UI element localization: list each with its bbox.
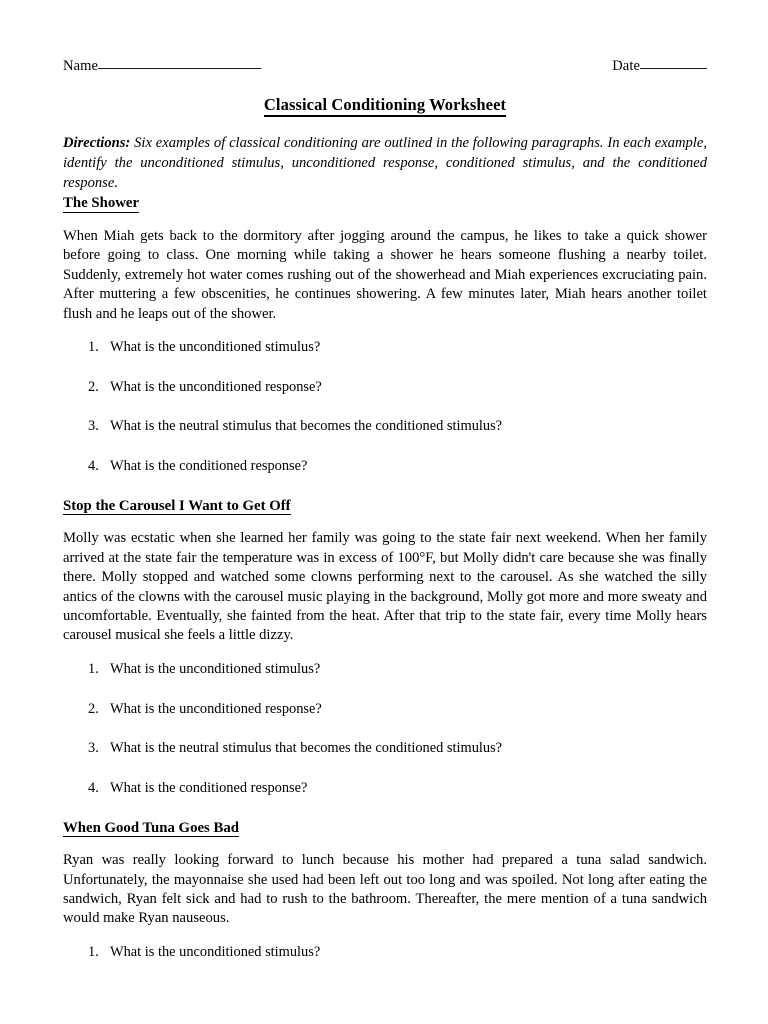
list-item xyxy=(63,943,707,962)
question-text: What is the unconditioned response? xyxy=(110,700,322,717)
question-text: What is the conditioned response? xyxy=(110,458,308,475)
list-item xyxy=(63,378,707,397)
question-number: 1. xyxy=(88,660,99,677)
question-number: 3. xyxy=(88,418,99,435)
date-blank-line[interactable] xyxy=(640,68,707,69)
name-field[interactable] xyxy=(63,58,261,75)
question-number: 1. xyxy=(88,338,99,355)
directions-text: Six examples of classical conditioning are outlined in the following paragraphs. In each example, identify the unconditioned stimulus, unconditioned response, conditioned stimulus, and the conditioned response. xyxy=(63,135,707,192)
question-text: What is the neutral stimulus that becomes the conditioned stimulus? xyxy=(110,740,503,757)
question-text: What is the unconditioned response? xyxy=(110,378,322,395)
directions-label: Directions: xyxy=(63,135,131,151)
section-paragraph-when-good-tuna-goes-bad: Ryan was really looking forward to lunch because his mother had prepared a tuna salad sandwich. Unfortunately, the mayonnaise she used had been left out too long and was spoiled. Not long after eating the sandwich, Ryan felt sick and had to rush to the bathroom. Thereafter, the mere mention of a tuna sandwich would make Ryan nauseous. xyxy=(63,852,707,927)
question-text: What is the unconditioned stimulus? xyxy=(110,660,321,677)
date-field[interactable] xyxy=(612,58,707,75)
section-heading-when-good-tuna-goes-bad xyxy=(63,819,707,839)
question-list-stop-the-carousel xyxy=(63,660,707,798)
section-heading-the-shower xyxy=(63,194,707,214)
section-heading-text: When Good Tuna Goes Bad xyxy=(63,819,239,836)
question-number: 1. xyxy=(88,943,99,960)
name-label: Name xyxy=(63,58,99,74)
section-heading-text: Stop the Carousel I Want to Get Off xyxy=(63,497,291,514)
name-blank-line[interactable] xyxy=(98,68,261,69)
question-number: 4. xyxy=(88,779,99,796)
question-number: 4. xyxy=(88,458,99,475)
page-title xyxy=(63,95,707,115)
question-list-when-good-tuna-goes-bad xyxy=(63,943,707,962)
question-number: 2. xyxy=(88,378,99,395)
date-label: Date xyxy=(612,58,640,74)
list-item xyxy=(63,457,707,476)
section-heading-stop-the-carousel xyxy=(63,497,707,517)
list-item xyxy=(63,739,707,758)
question-number: 2. xyxy=(88,700,99,717)
question-text: What is the unconditioned stimulus? xyxy=(110,943,321,960)
section-paragraph-the-shower: When Miah gets back to the dormitory after jogging around the campus, he likes to take a quick shower before going to class. One morning while taking a shower he hears someone flushing a nearby toilet. Suddenly, extremely hot water comes rushing out of the showerhead and Miah experiences excruciating pain. After muttering a few obscenities, he continues showering. A few minutes later, Miah hears another toilet flush and he leaps out of the shower. xyxy=(63,227,707,322)
directions-paragraph xyxy=(63,133,707,193)
question-text: What is the unconditioned stimulus? xyxy=(110,338,321,355)
question-text: What is the conditioned response? xyxy=(110,779,308,796)
list-item xyxy=(63,779,707,798)
document-content xyxy=(63,58,707,983)
question-text: What is the neutral stimulus that becomes the conditioned stimulus? xyxy=(110,418,503,435)
question-list-the-shower xyxy=(63,338,707,476)
page-title-text: Classical Conditioning Worksheet xyxy=(264,95,506,117)
question-number: 3. xyxy=(88,740,99,757)
list-item xyxy=(63,660,707,679)
list-item xyxy=(63,417,707,436)
list-item xyxy=(63,700,707,719)
section-paragraph-stop-the-carousel: Molly was ecstatic when she learned her family was going to the state fair next weekend. When her family arrived at the state fair the temperature was in excess of 100°F, but Molly didn't care because she was finally there. Molly stopped and watched some clowns performing next to the carousel. As she watched the silly antics of the clowns with the carousel music playing in the background, Molly got more and more sweaty and uncomfortable. Eventually, she fainted from the heat. After that trip to the state fair, every time Molly hears carousel musical she feels a little dizzy. xyxy=(63,530,707,644)
section-heading-text: The Shower xyxy=(63,195,140,212)
name-date-row xyxy=(63,58,707,75)
list-item xyxy=(63,338,707,357)
